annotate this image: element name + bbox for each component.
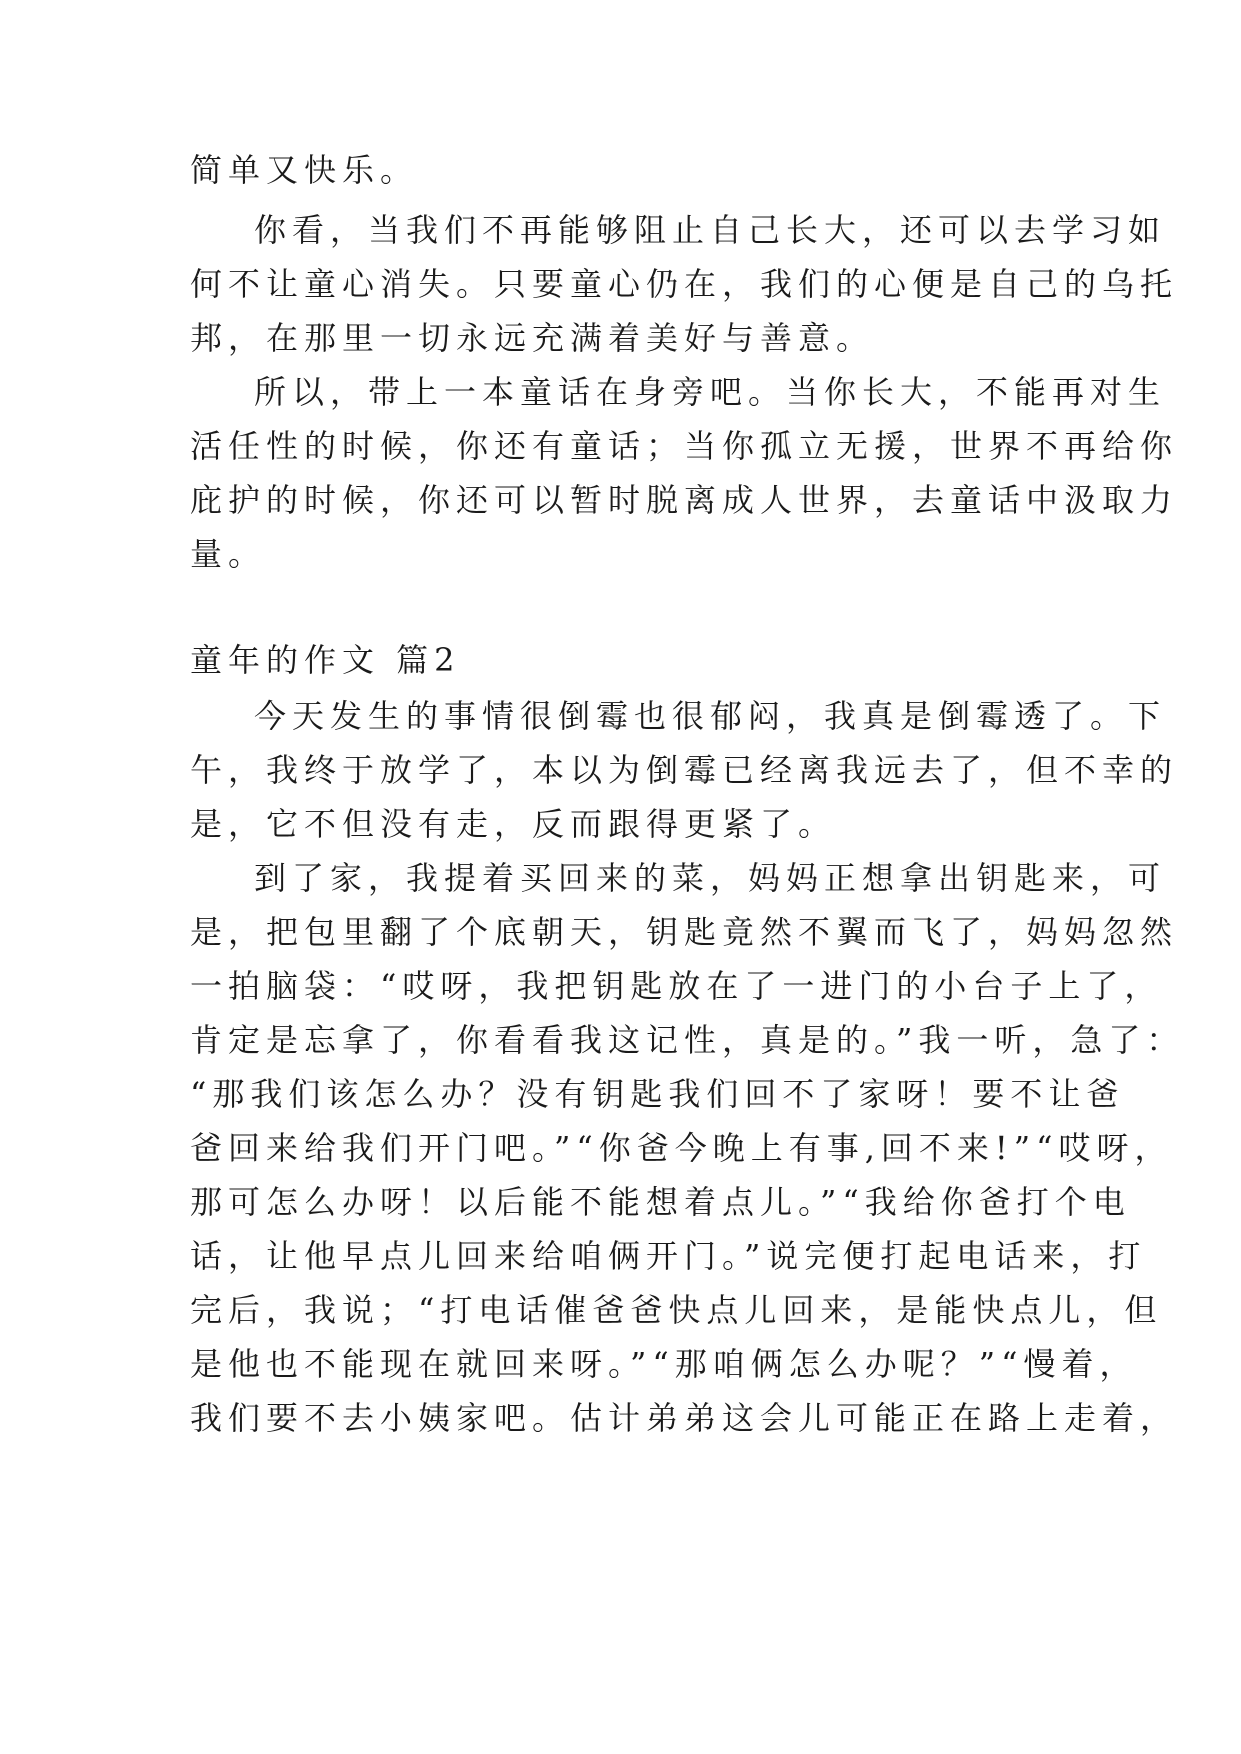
text-line: 我们要不去小姨家吧。估计弟弟这会儿可能正在路上走着， — [190, 1399, 1179, 1437]
text-line: 那可怎么办呀！以后能不能想着点儿。”“我给你爸打个电 — [190, 1183, 1131, 1221]
paragraph-start: 今天发生的事情很倒霉也很郁闷，我真是倒霉透了。下 — [254, 697, 1167, 735]
text-line: 何不让童心消失。只要童心仍在，我们的心便是自己的乌托 — [190, 265, 1179, 303]
paragraph-start: 所以，带上一本童话在身旁吧。当你长大，不能再对生 — [254, 373, 1167, 411]
text-line: “那我们该怎么办？没有钥匙我们回不了家呀！要不让爸 — [190, 1075, 1125, 1113]
text-line: 完后，我说；“打电话催爸爸快点儿回来，是能快点儿，但 — [190, 1291, 1163, 1329]
text-line: 爸回来给我们开门吧。”“你爸今晚上有事,回不来!”“哎呀， — [190, 1129, 1173, 1167]
text-line: 是，把包里翻了个底朝天，钥匙竟然不翼而飞了，妈妈忽然 — [190, 913, 1179, 951]
text-line: 量。 — [190, 535, 267, 573]
section-heading: 童年的作文 篇2 — [190, 641, 461, 679]
text-line: 活任性的时候，你还有童话；当你孤立无援，世界不再给你 — [190, 427, 1179, 465]
paragraph-start: 到了家，我提着买回来的菜，妈妈正想拿出钥匙来，可 — [254, 859, 1167, 897]
text-line: 是，它不但没有走，反而跟得更紧了。 — [190, 805, 837, 843]
text-line: 邦，在那里一切永远充满着美好与善意。 — [190, 319, 875, 357]
text-line: 午，我终于放学了，本以为倒霉已经离我远去了，但不幸的 — [190, 751, 1179, 789]
text-line: 简单又快乐。 — [190, 151, 419, 189]
text-line: 一拍脑袋：“哎呀，我把钥匙放在了一进门的小台子上了， — [190, 967, 1163, 1005]
text-line: 是他也不能现在就回来呀。”“那咱俩怎么办呢？”“慢着， — [190, 1345, 1138, 1383]
text-line: 肯定是忘拿了，你看看我这记性，真是的。”我一听，急了： — [190, 1021, 1185, 1059]
text-line: 话，让他早点儿回来给咱俩开门。”说完便打起电话来，打 — [190, 1237, 1147, 1275]
text-line: 庇护的时候，你还可以暂时脱离成人世界，去童话中汲取力 — [190, 481, 1179, 519]
paragraph-start: 你看，当我们不再能够阻止自己长大，还可以去学习如 — [254, 211, 1167, 249]
